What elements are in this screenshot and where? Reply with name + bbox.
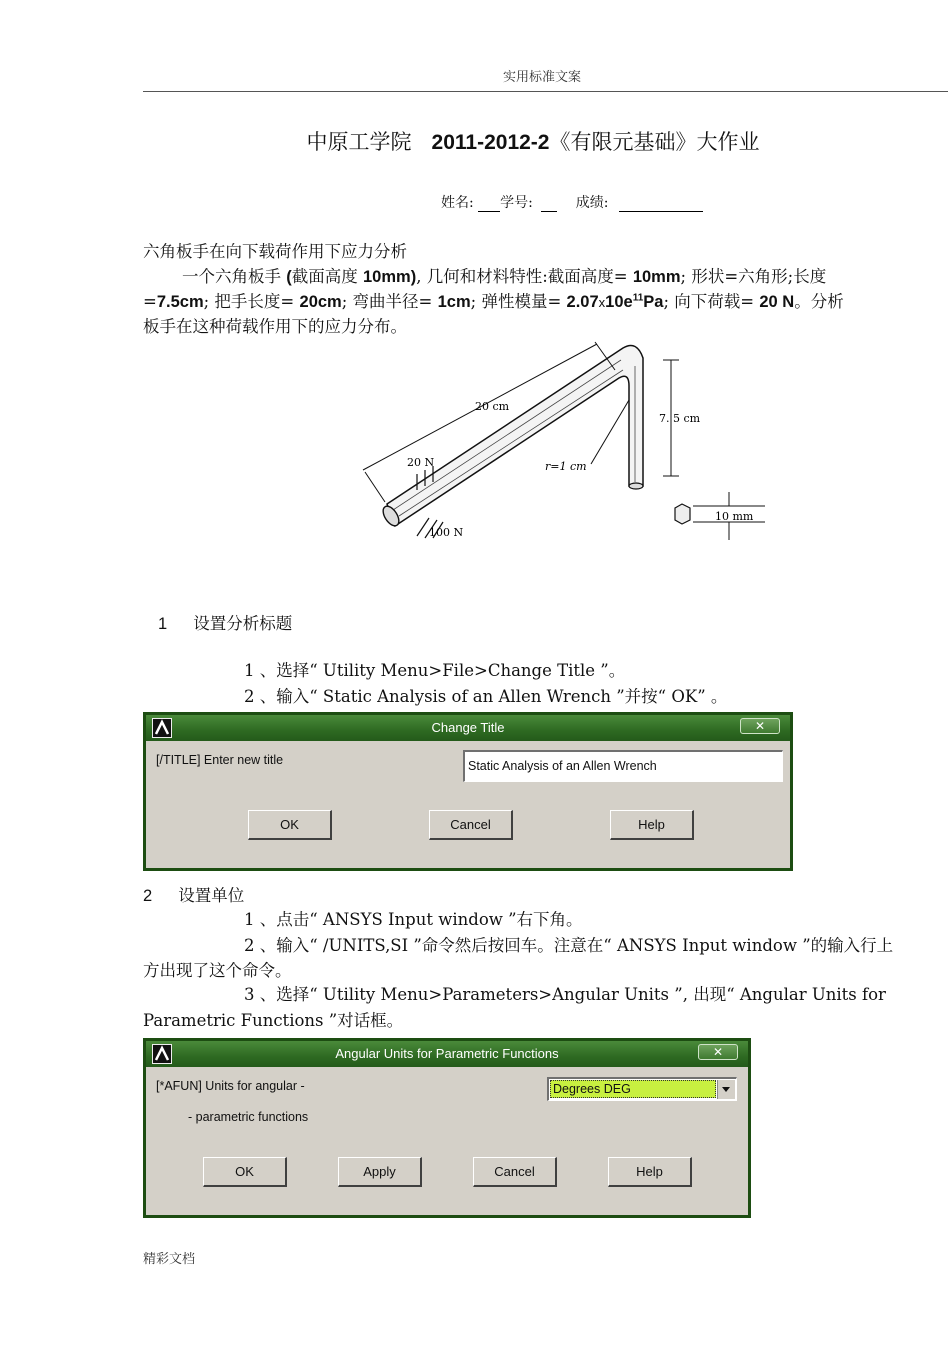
help-button[interactable]: Help (608, 1157, 692, 1187)
step2-instruction-2a: 2 、输入“ /UNITS,SI ”命令然后按回车。注意在“ ANSYS Input window ”的输入行上 (244, 936, 894, 955)
problem-line-2: =7.5cm; 把手长度= 20cm; 弯曲半径= 1cm; 弹性模量= $2.07x10e^{11}Pa$; 向下荷载= 20 N。分析 (143, 292, 844, 311)
page-title (0, 126, 950, 156)
cancel-button[interactable]: Cancel (473, 1157, 557, 1187)
page-header: 实用标准文案 (502, 70, 581, 85)
id-blank (541, 195, 557, 212)
hex-section (675, 504, 690, 524)
id-label: 学号: (500, 195, 533, 211)
step1-instruction-2: 2 、输入“ Static Analysis of an Allen Wrench ”并按“ OK” 。 (244, 687, 728, 706)
change-title-dialog (143, 712, 793, 871)
units-label-1: [*AFUN] Units for angular - (156, 1079, 305, 1093)
allen-wrench-figure (345, 340, 765, 550)
grade-blank (619, 195, 703, 212)
name-blank (478, 195, 500, 212)
student-info (441, 192, 703, 212)
ok-button[interactable]: OK (203, 1157, 287, 1187)
side-load-label: 100 N (429, 526, 464, 539)
bend-radius-label: r=1 cm (545, 460, 587, 473)
chevron-down-icon[interactable] (717, 1080, 735, 1099)
step1-heading: 1 设置分析标题 (158, 614, 293, 633)
header-divider (143, 91, 948, 92)
cancel-button[interactable]: Cancel (429, 810, 513, 840)
title-course: 《有限元基础》大作业 (549, 130, 760, 154)
close-icon[interactable]: ✕ (740, 718, 780, 734)
close-icon[interactable]: ✕ (698, 1044, 738, 1060)
title-field-label: [/TITLE] Enter new title (156, 753, 284, 767)
apply-button[interactable]: Apply (338, 1157, 422, 1187)
step2-instruction-1: 1 、点击“ ANSYS Input window ”右下角。 (244, 910, 583, 929)
title-school: 中原工学院 (306, 130, 412, 154)
step2-heading: 2 设置单位 (143, 886, 245, 905)
angular-units-dialog (143, 1038, 751, 1218)
grade-label: 成绩: (575, 195, 609, 211)
dialog-title-bar (146, 1041, 748, 1067)
step2-instruction-3a: 3 、选择“ Utility Menu>Parameters>Angular Units ”, 出现“ Angular Units for (244, 985, 886, 1004)
problem-heading: 六角板手在向下载荷作用下应力分析 (143, 242, 407, 261)
name-label: 姓名: (441, 195, 474, 211)
page-footer: 精彩文档 (143, 1252, 196, 1267)
dialog-title: Change Title (431, 720, 505, 735)
wrench-tip (629, 483, 643, 489)
step1-instruction-1: 1 、选择“ Utility Menu>File>Change Title ”。 (244, 661, 626, 680)
step2-instruction-3b: Parametric Functions ”对话框。 (143, 1011, 404, 1030)
leg-length-label: 7. 5 cm (659, 412, 701, 425)
downward-load-label: 20 N (407, 456, 435, 469)
problem-line-3: 板手在这种荷载作用下的应力分布。 (143, 317, 407, 336)
handle-dimension (363, 342, 615, 502)
step2-instruction-2b: 方出现了这个命令。 (143, 961, 292, 980)
title-code: 2011-2012-2 (431, 131, 550, 154)
ok-button[interactable]: OK (248, 810, 332, 840)
section-size-label: 10 mm (715, 510, 754, 523)
dialog-title-bar (146, 715, 790, 741)
title-input[interactable]: Static Analysis of an Allen Wrench (463, 750, 783, 782)
radius-leader (591, 400, 629, 464)
handle-length-label: 20 cm (475, 400, 510, 413)
problem-line-1: 一个六角板手 (截面高度 10mm), 几何和材料特性:截面高度= 10mm; 形状=六角形;长度 (182, 267, 827, 286)
units-select[interactable]: Degrees DEG (547, 1077, 737, 1101)
help-button[interactable]: Help (610, 810, 694, 840)
dialog-title: Angular Units for Parametric Functions (335, 1046, 559, 1061)
units-label-2: - parametric functions (188, 1110, 309, 1124)
